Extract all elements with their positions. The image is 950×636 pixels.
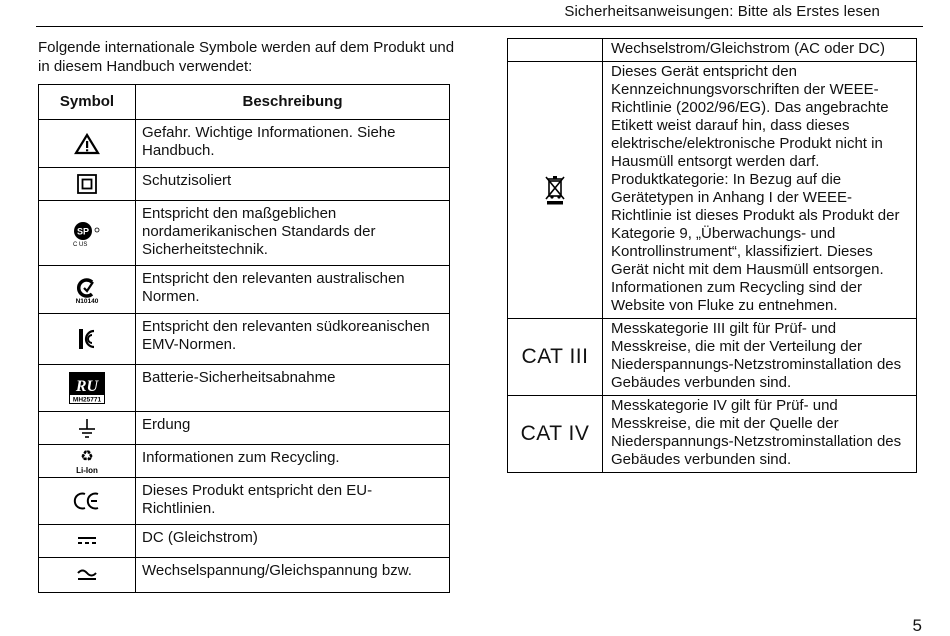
page-header-title: Sicherheitsanweisungen: Bitte als Erstes lesen <box>564 3 880 20</box>
row-description: Wechselspannung/Gleichspannung bzw. <box>136 558 450 593</box>
kc-mark-icon <box>77 327 97 351</box>
weee-crossed-bin-icon <box>544 174 566 206</box>
ce-mark-icon <box>73 491 101 511</box>
table-row <box>39 314 450 365</box>
table-row <box>508 319 917 396</box>
column-header-description: Beschreibung <box>136 85 450 120</box>
warning-triangle-icon <box>74 133 100 155</box>
symbols-table-right <box>507 38 917 473</box>
recycle-icon <box>72 447 102 475</box>
row-description: Entspricht den relevanten südkoreanischen EMV-Normen. <box>136 314 450 365</box>
row-description: Batterie-Sicherheitsabnahme <box>136 365 450 412</box>
column-header-symbol: Symbol <box>39 85 136 120</box>
ac-dc-symbol-icon <box>76 568 98 582</box>
table-row <box>39 266 450 314</box>
table-row <box>39 120 450 168</box>
svg-text:RU: RU <box>75 378 99 395</box>
row-description: Messkategorie IV gilt für Prüf- und Messkreise, die mit der Quelle der Niederspannungs-Netzstrominstallation des Gebäudes verbunden sind. <box>603 396 917 473</box>
dc-symbol-icon <box>76 535 98 547</box>
csa-mark-icon <box>69 219 105 247</box>
csa-mark-caption: C US <box>73 242 88 247</box>
symbols-table-left <box>38 84 450 593</box>
table-row <box>39 478 450 525</box>
svg-text:SP: SP <box>76 226 90 237</box>
cat-iv-label: CAT IV <box>508 396 603 473</box>
table-row <box>39 201 450 266</box>
table-row <box>39 168 450 201</box>
c-tick-caption: N10140 <box>75 297 99 304</box>
row-description: DC (Gleichstrom) <box>136 525 450 558</box>
row-description: Entspricht den relevanten australischen Normen. <box>136 266 450 314</box>
recycle-caption: Li-Ion <box>76 466 98 475</box>
row-description: Erdung <box>136 412 450 445</box>
row-description: Dieses Gerät entspricht den Kennzeichnungsvorschriften der WEEE-Richtlinie (2002/96/EG). Das angebrachte Etikett weist darauf hin, dass dieses elektrische/elektronische Produkt nicht in Hausmüll entsorgt werden darf. Produktkategorie: In Bezug auf die Gerätetypen in Anhang I der WEEE-Richtlinie ist dieses Produkt als Produkt der Kategorie 9, „Überwachungs- und Kontrollinstrument“, klassifiziert. Dieses Gerät nicht mit dem Hausmüll entsorgen. Informationen zum Recycling sind der Website von Fluke zu entnehmen. <box>603 62 917 319</box>
row-description: Entspricht den maßgeblichen nordamerikanischen Standards der Sicherheitstechnik. <box>136 201 450 266</box>
page-number: 5 <box>912 616 922 635</box>
row-description: Wechselstrom/Gleichstrom (AC oder DC) <box>603 39 917 62</box>
table-row <box>39 525 450 558</box>
row-description: Informationen zum Recycling. <box>136 445 450 478</box>
table-row <box>39 365 450 412</box>
ul-battery-icon <box>68 371 106 405</box>
table-row <box>39 412 450 445</box>
table-header-row <box>39 85 450 120</box>
svg-text:♻: ♻ <box>80 447 94 465</box>
ul-battery-caption: MH25771 <box>72 396 102 404</box>
cat-iii-label: CAT III <box>508 319 603 396</box>
table-row <box>508 396 917 473</box>
intro-paragraph: Folgende internationale Symbole werden auf dem Produkt und in diesem Handbuch verwendet: <box>38 39 455 75</box>
row-description: Dieses Produkt entspricht den EU-Richtlinien. <box>136 478 450 525</box>
earth-ground-icon <box>77 417 97 439</box>
table-row <box>39 445 450 478</box>
table-row <box>508 39 917 62</box>
table-row <box>508 62 917 319</box>
table-row <box>39 558 450 593</box>
row-description: Messkategorie III gilt für Prüf- und Messkreise, die mit der Verteilung der Niederspannungs-Netzstrominstallation des Gebäudes verbunden sind. <box>603 319 917 396</box>
row-description: Gefahr. Wichtige Informationen. Siehe Handbuch. <box>136 120 450 168</box>
row-description: Schutzisoliert <box>136 168 450 201</box>
double-insulation-icon <box>76 173 98 195</box>
header-rule <box>36 26 923 27</box>
c-tick-icon <box>70 276 104 304</box>
